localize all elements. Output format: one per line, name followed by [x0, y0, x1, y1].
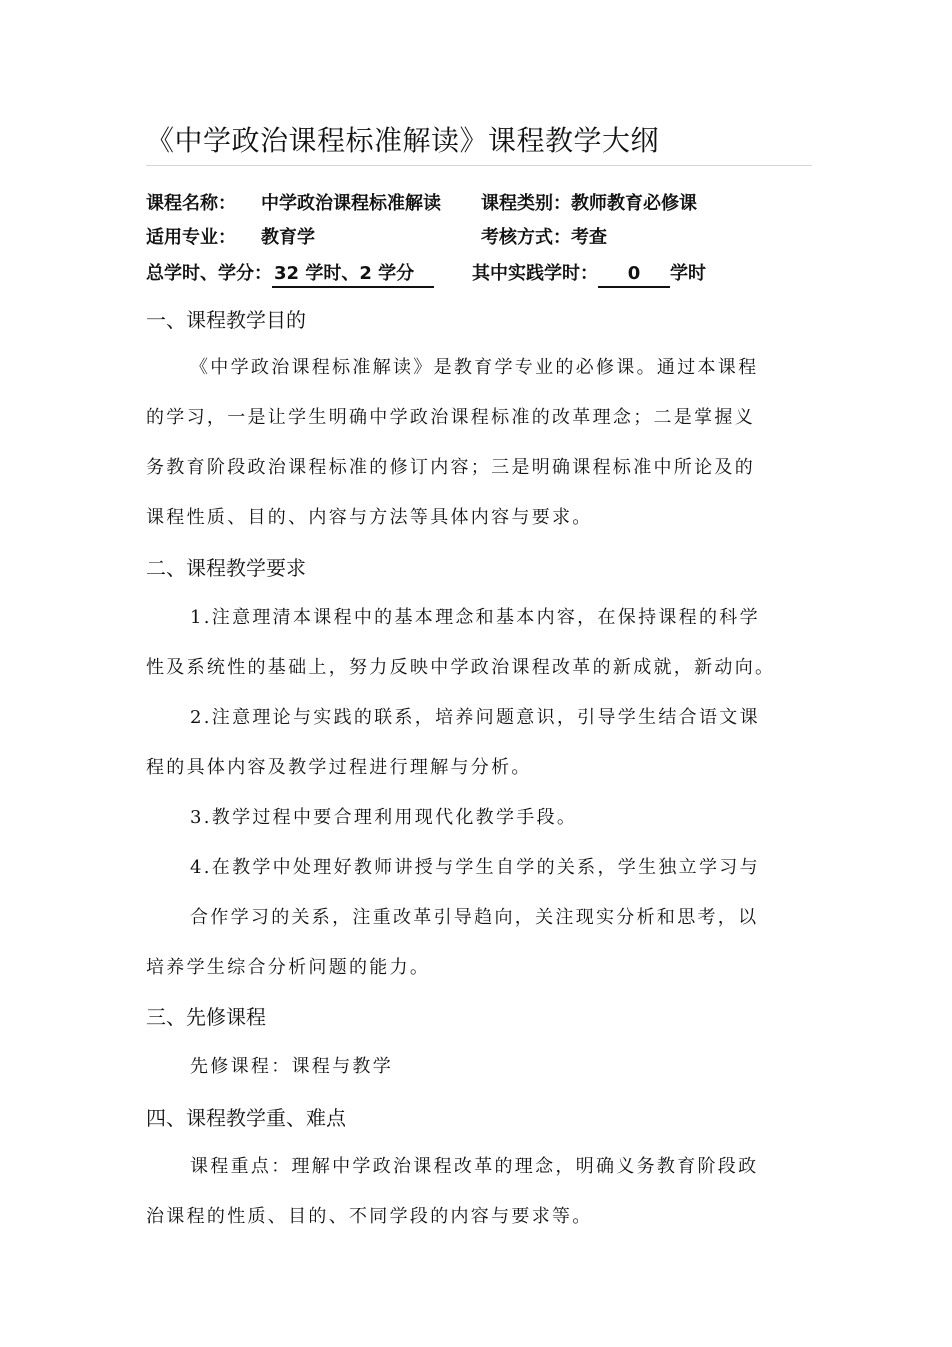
major-value: 教育学 [261, 227, 315, 248]
section-heading-requirements: 二、课程教学要求 [146, 556, 306, 580]
requirement-item-3: 3.教学过程中要合理利用现代化教学手段。 [190, 807, 578, 828]
paragraph-line: 治课程的性质、目的、不同学段的内容与要求等。 [146, 1206, 593, 1227]
course-name-label: 课程名称： [146, 193, 236, 214]
practice-label: 其中实践学时： [472, 263, 598, 284]
paragraph-line: 性及系统性的基础上，努力反映中学政治课程改革的新成就，新动向。 [146, 657, 776, 678]
hours-value: 32 学时、2 学分 [272, 262, 434, 288]
practice-value: 0 [598, 262, 670, 288]
paragraph-line: 务教育阶段政治课程标准的修订内容；三是明确课程标准中所论及的 [146, 457, 755, 478]
info-row-name [146, 192, 697, 216]
hours-label: 总学时、学分： [146, 263, 272, 284]
requirement-item-4: 4.在教学中处理好教师讲授与学生自学的关系，学生独立学习与 [190, 857, 760, 878]
course-category: 课程类别：教师教育必修课 [481, 193, 697, 214]
paragraph-line: 《中学政治课程标准解读》是教育学专业的必修课。通过本课程 [190, 357, 759, 378]
paragraph-line: 课程性质、目的、内容与方法等具体内容与要求。 [146, 507, 593, 528]
prerequisite-text: 先修课程：课程与教学 [190, 1056, 393, 1077]
section-heading-prerequisites: 三、先修课程 [146, 1005, 266, 1029]
info-row-hours [146, 262, 706, 288]
section-heading-purpose: 一、课程教学目的 [146, 308, 306, 332]
section-requirements-body [146, 593, 814, 993]
requirement-item-2: 2.注意理论与实践的联系，培养问题意识，引导学生结合语文课 [190, 707, 760, 728]
major-label: 适用专业： [146, 227, 236, 248]
paragraph-line: 的学习，一是让学生明确中学政治课程标准的改革理念；二是掌握义 [146, 407, 755, 428]
section-key-points-body [146, 1142, 814, 1242]
section-prerequisites-body [146, 1042, 814, 1092]
title-divider [146, 165, 812, 166]
info-row-major [146, 226, 607, 250]
paragraph-line: 课程重点：理解中学政治课程改革的理念，明确义务教育阶段政 [190, 1156, 759, 1177]
paragraph-line: 培养学生综合分析问题的能力。 [146, 957, 431, 978]
requirement-item-1: 1.注意理清本课程中的基本理念和基本内容，在保持课程的科学 [190, 607, 760, 628]
course-name-value: 中学政治课程标准解读 [261, 193, 441, 214]
section-heading-key-points: 四、课程教学重、难点 [146, 1106, 346, 1130]
paragraph-line: 合作学习的关系，注重改革引导趋向，关注现实分析和思考，以 [190, 907, 759, 928]
paragraph-line: 程的具体内容及教学过程进行理解与分析。 [146, 757, 532, 778]
section-purpose-body [146, 343, 814, 543]
document-title: 《中学政治课程标准解读》课程教学大纲 [146, 124, 660, 157]
practice-unit: 学时 [670, 263, 706, 284]
assessment-method: 考核方式：考查 [481, 227, 607, 248]
